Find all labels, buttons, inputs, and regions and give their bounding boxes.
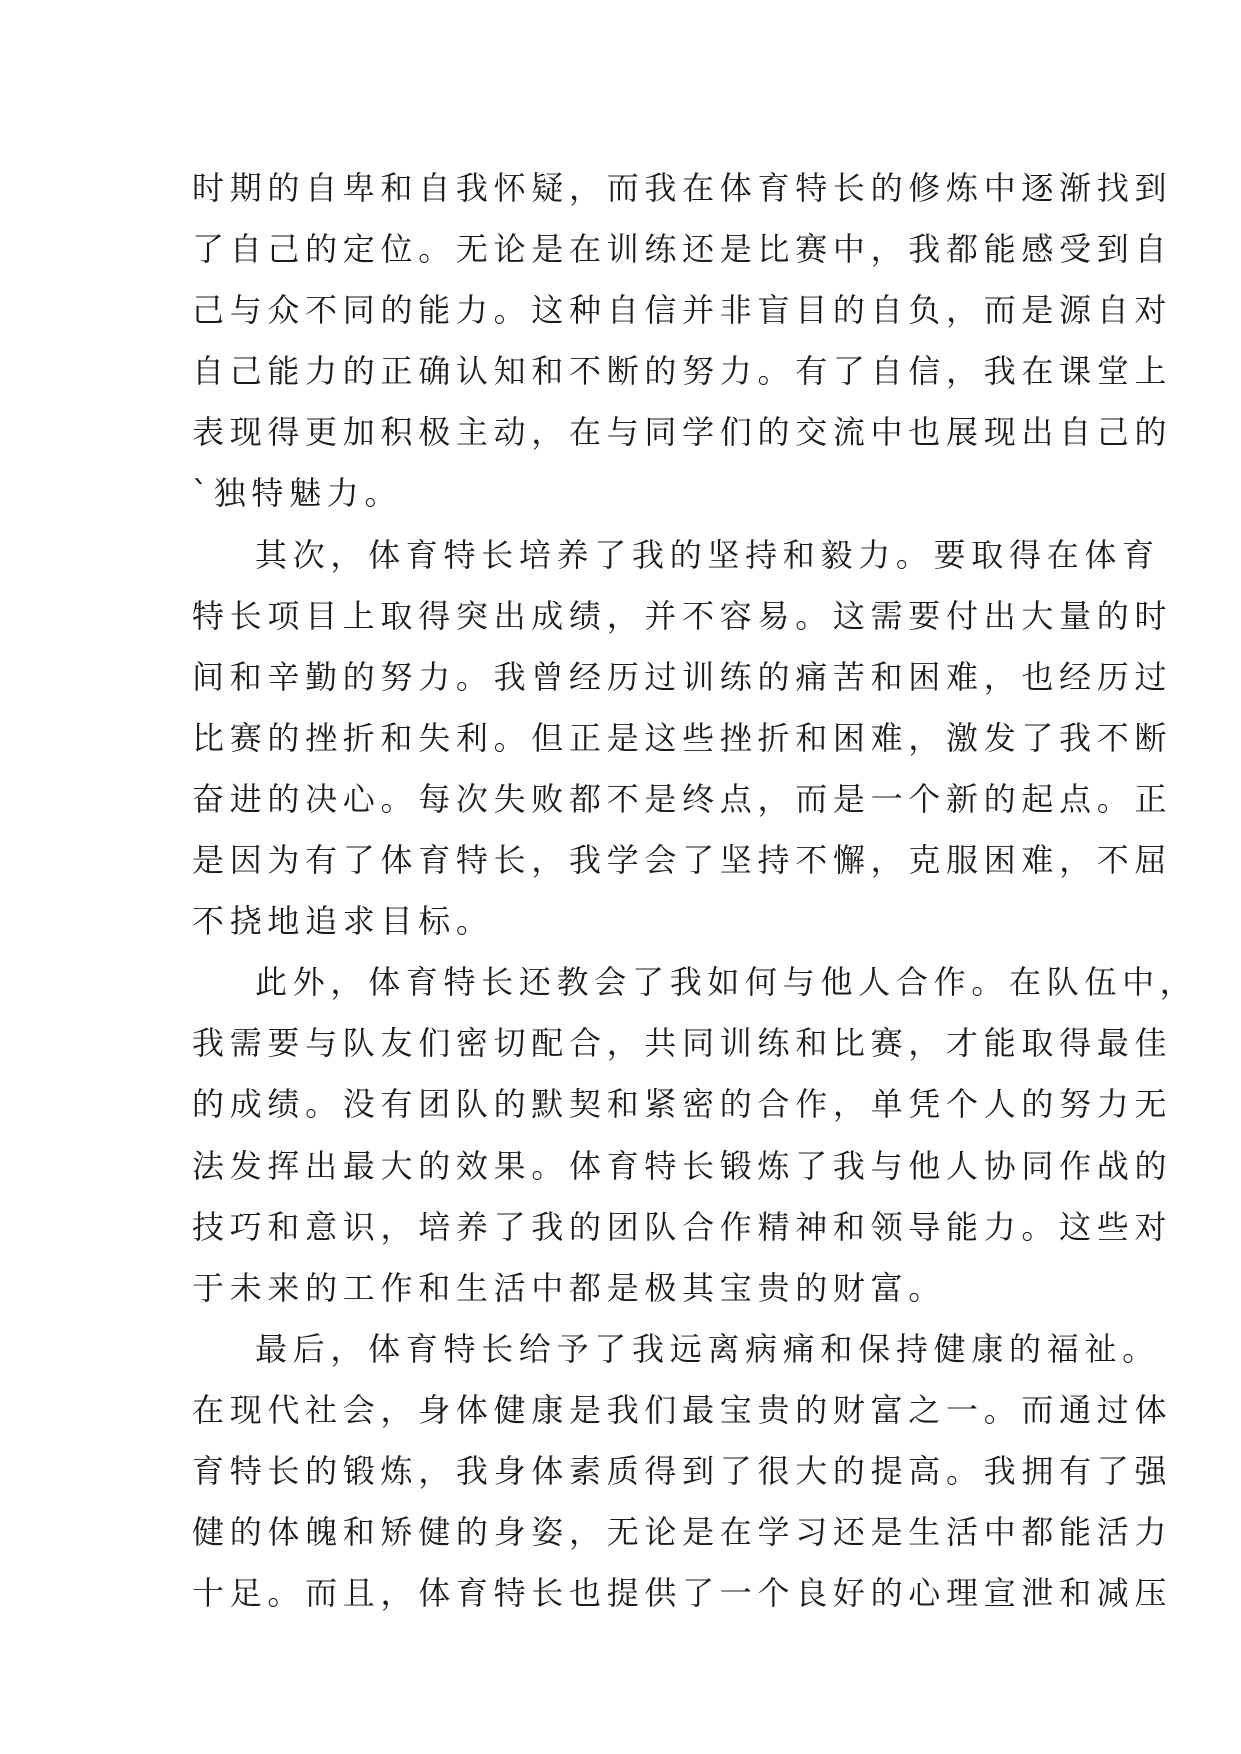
paragraph-first-line: 其次，体育特长培养了我的坚持和毅力。要取得在体育 xyxy=(255,535,1160,574)
paragraph-first-line: 最后，体育特长给予了我远离病痛和保持健康的福祉。 xyxy=(255,1329,1160,1368)
text-line: 不挠地追求目标。 xyxy=(192,902,494,941)
text-line: 特长项目上取得突出成绩，并不容易。这需要付出大量的时 xyxy=(192,596,1173,635)
text-line: 育特长的锻炼，我身体素质得到了很大的提高。我拥有了强 xyxy=(192,1451,1173,1490)
text-line: 技巧和意识，培养了我的团队合作精神和领导能力。这些对 xyxy=(192,1207,1173,1246)
text-line: 十足。而且，体育特长也提供了一个良好的心理宣泄和减压 xyxy=(192,1574,1173,1613)
text-line: 的成绩。没有团队的默契和紧密的合作，单凭个人的努力无 xyxy=(192,1085,1173,1124)
text-line: 比赛的挫折和失利。但正是这些挫折和困难，激发了我不断 xyxy=(192,718,1173,757)
text-line: 健的体魄和矫健的身姿，无论是在学习还是生活中都能活力 xyxy=(192,1513,1173,1552)
text-line: 我需要与队友们密切配合，共同训练和比赛，才能取得最佳 xyxy=(192,1024,1173,1063)
body-text xyxy=(192,158,1198,1624)
text-line: 自己能力的正确认知和不断的努力。有了自信，我在课堂上 xyxy=(192,352,1173,391)
text-line: `独特魅力。 xyxy=(192,474,403,513)
text-line: 法发挥出最大的效果。体育特长锻炼了我与他人协同作战的 xyxy=(192,1146,1173,1185)
text-line: 了自己的定位。无论是在训练还是比赛中，我都能感受到自 xyxy=(192,230,1173,269)
text-line: 己与众不同的能力。这种自信并非盲目的自负，而是源自对 xyxy=(192,291,1173,330)
paragraph-first-line: 此外，体育特长还教会了我如何与他人合作。在队伍中， xyxy=(255,963,1198,1002)
text-line: 间和辛勤的努力。我曾经历过训练的痛苦和困难，也经历过 xyxy=(192,657,1173,696)
text-line: 表现得更加积极主动，在与同学们的交流中也展现出自己的 xyxy=(192,413,1173,452)
text-line: 在现代社会，身体健康是我们最宝贵的财富之一。而通过体 xyxy=(192,1390,1173,1429)
text-line: 奋进的决心。每次失败都不是终点，而是一个新的起点。正 xyxy=(192,779,1173,818)
text-line: 时期的自卑和自我怀疑，而我在体育特长的修炼中逐渐找到 xyxy=(192,169,1173,207)
text-line: 是因为有了体育特长，我学会了坚持不懈，克服困难，不屈 xyxy=(192,841,1173,880)
text-line: 于未来的工作和生活中都是极其宝贵的财富。 xyxy=(192,1268,947,1307)
